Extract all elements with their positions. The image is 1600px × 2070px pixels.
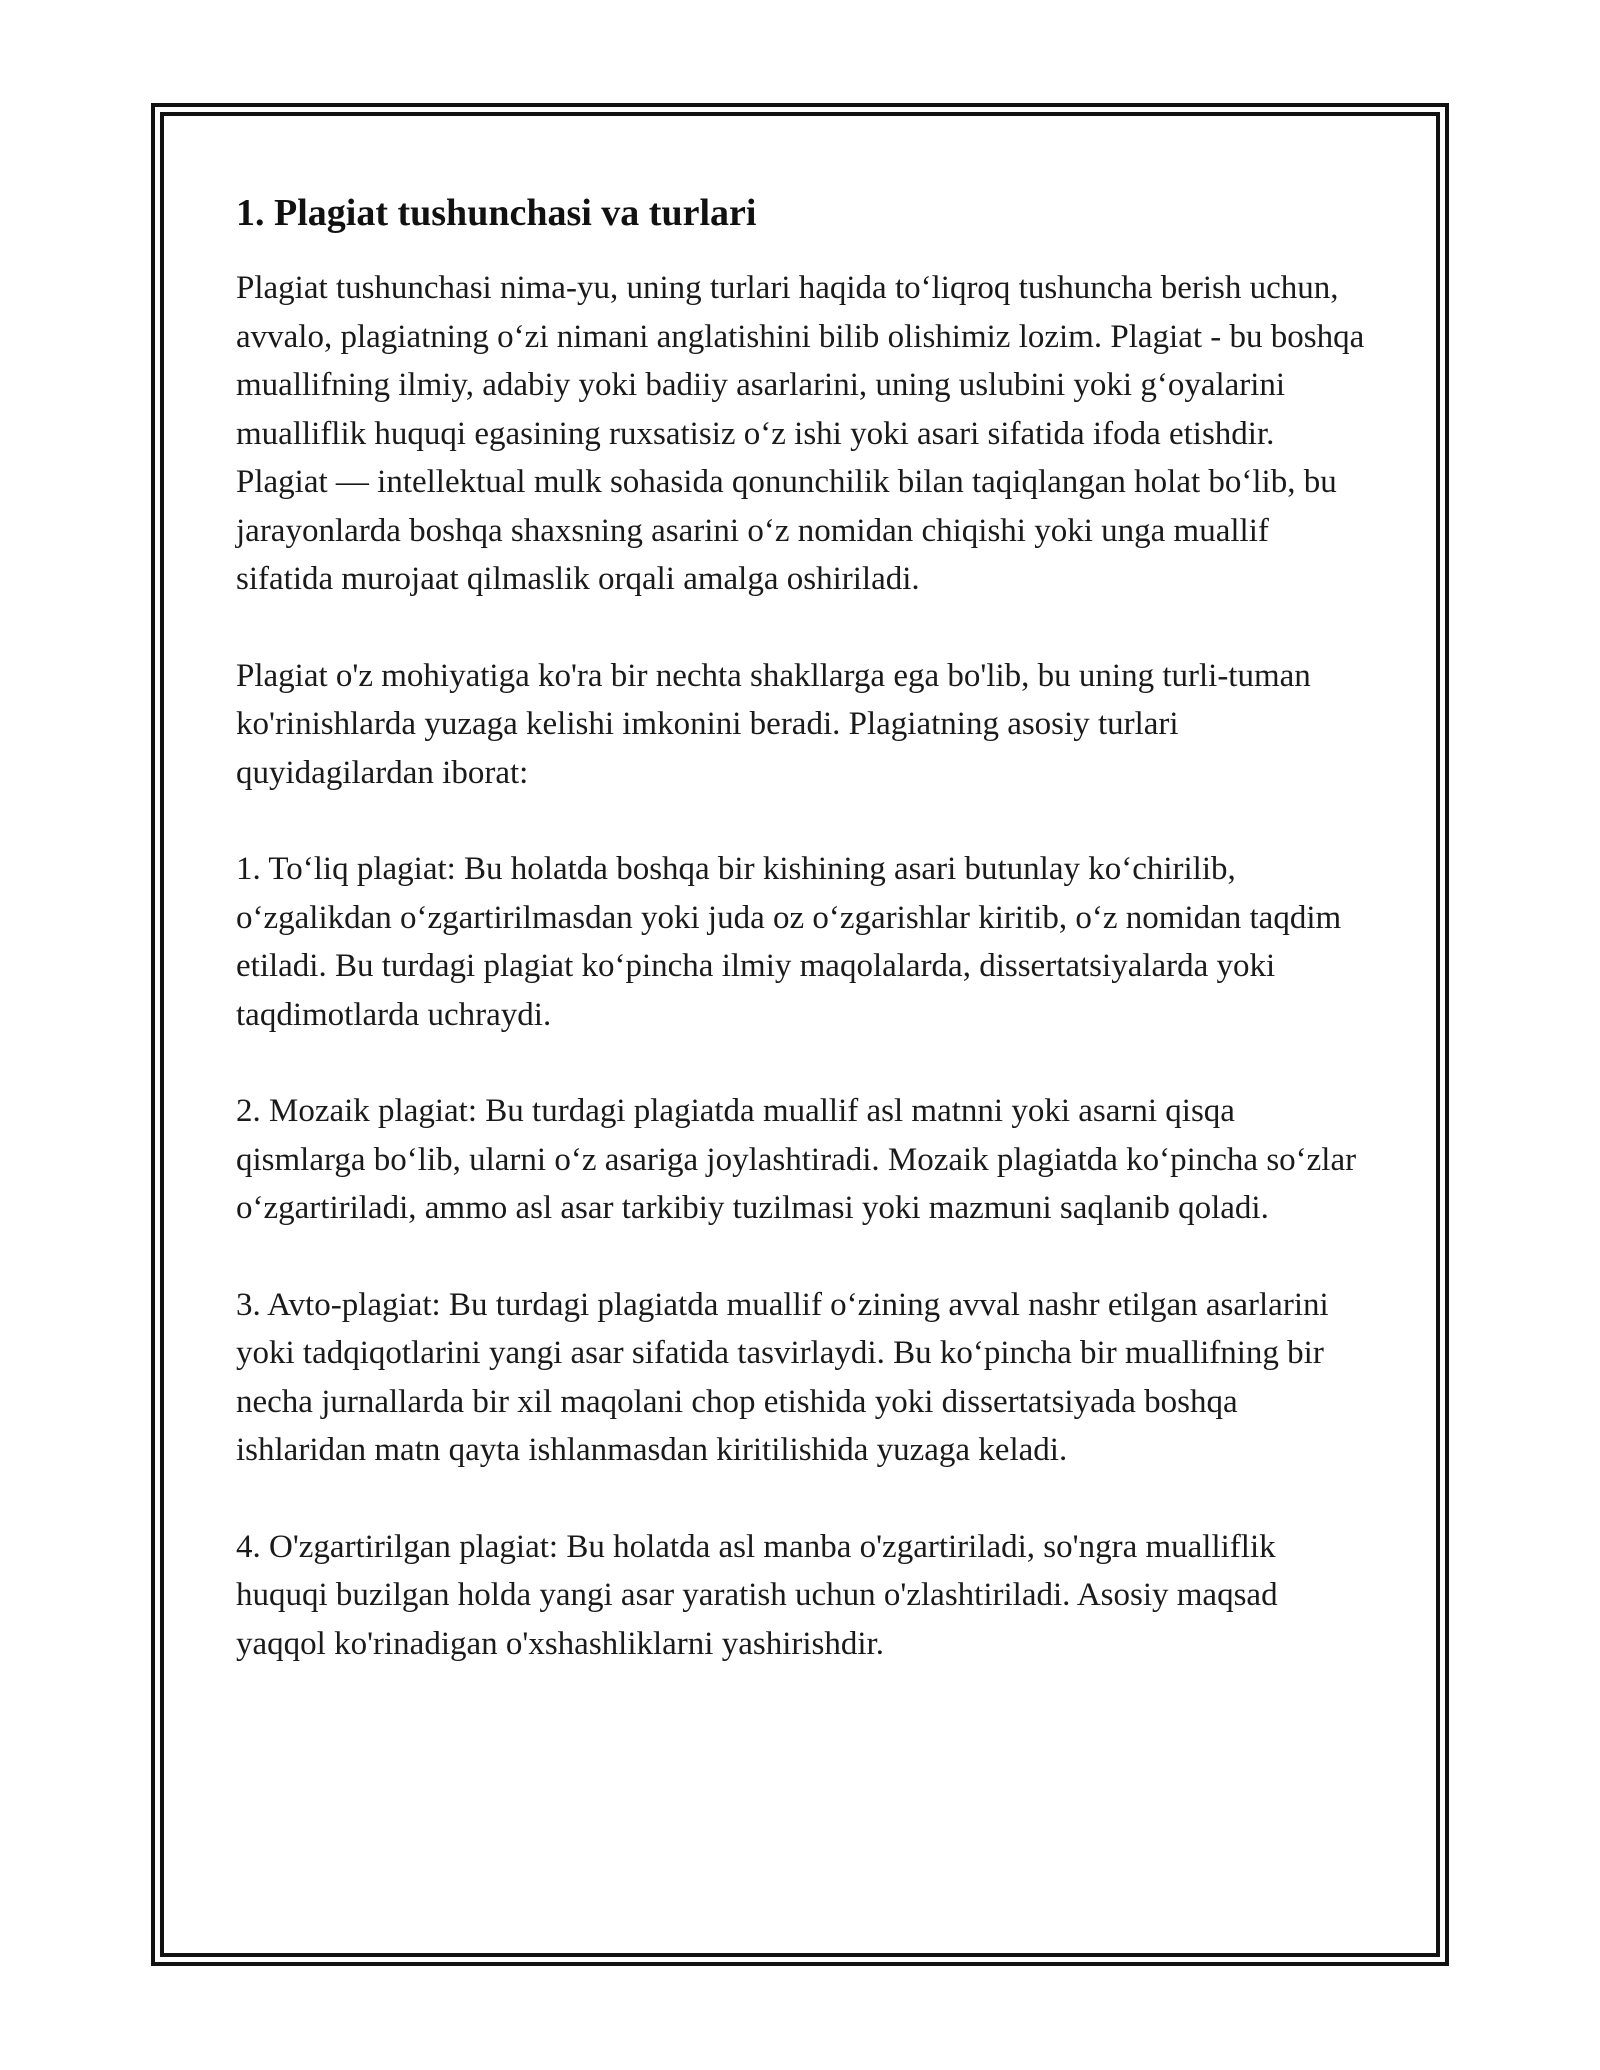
paragraph-mosaic-plagiarism: 2. Mozaik plagiat: Bu turdagi plagiatda muallif asl matnni yoki asarni qisqa qismlarga bo‘lib, ularni o‘z asariga joylashtiradi. Mozaik plagiatda ko‘pincha so‘zlar o‘zgartiriladi, ammo asl asar tarkibiy tuzilmasi yoki mazmuni saqlanib qoladi. [236,1093,1357,1226]
paragraph-self-plagiarism: 3. Avto-plagiat: Bu turdagi plagiatda muallif o‘zining avval nashr etilgan asarlarini yoki tadqiqotlarini yangi asar sifatida tasvirlaydi. Bu ko‘pincha bir muallifning bir necha jurnallarda bir xil maqolani chop etishida yoki dissertatsiyada boshqa ishlaridan matn qayta ishlanmasdan kiritilishida yuzaga keladi. [236,1286,1329,1468]
section-heading: 1. Plagiat tushunchasi va turlari [236,192,757,234]
paragraph-full-plagiarism: 1. To‘liq plagiat: Bu holatda boshqa bir kishining asari butunlay ko‘chirilib, o‘zgalikdan o‘zgartirilmasdan yoki juda oz o‘zgarishlar kiritib, o‘z nomidan taqdim etiladi. Bu turdagi plagiat ko‘pincha ilmiy maqolalarda, dissertatsiyalarda yoki taqdimotlarda uchraydi. [236,851,1342,1033]
document-body [236,188,1366,1716]
paragraph-types-intro: Plagiat o'z mohiyatiga ko'ra bir nechta shakllarga ega bo'lib, bu uning turli-tuman ko'rinishlarda yuzaga kelishi imkonini beradi. Plagiatning asosiy turlari quyidagilardan iborat: [236,657,1311,791]
paragraph-definition: Plagiat tushunchasi nima-yu, uning turlari haqida to‘liqroq tushuncha berish uchun, avvalo, plagiatning o‘zi nimani anglatishini bilib olishimiz lozim. Plagiat - bu boshqa muallifning ilmiy, adabiy yoki badiiy asarlarini, uning uslubini yoki g‘oyalarini mualliflik huquqi egasining ruxsatisiz o‘z ishi yoki asari sifatida ifoda etishdir. Plagiat — intellektual mulk sohasida qonunchilik bilan taqiqlangan holat bo‘lib, bu jarayonlarda boshqa shaxsning asarini o‘z nomidan chiqishi yoki unga muallif sifatida murojaat qilmaslik orqali amalga oshiriladi. [236,270,1365,597]
paragraph-modified-plagiarism: 4. O'zgartirilgan plagiat: Bu holatda asl manba o'zgartiriladi, so'ngra mualliflik huquqi buzilgan holda yangi asar yaratish uchun o'zlashtiriladi. Asosiy maqsad yaqqol ko'rinadigan o'xshashliklarni yashirishdir. [236,1528,1278,1662]
